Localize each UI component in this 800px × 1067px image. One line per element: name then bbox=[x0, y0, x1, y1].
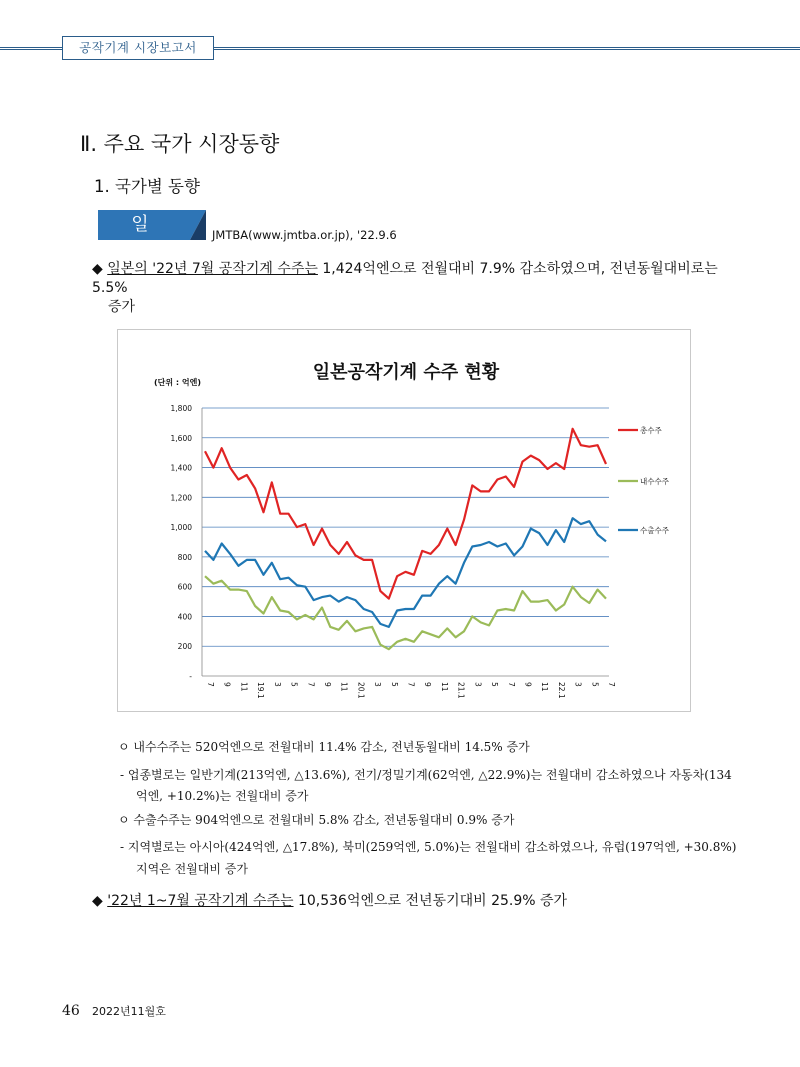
chart-frame bbox=[117, 329, 691, 712]
x-tick-label: 5 bbox=[389, 682, 399, 687]
x-tick-label: 5 bbox=[289, 682, 299, 687]
bullet-ytd-orders bbox=[92, 890, 567, 910]
x-tick-label: 3 bbox=[373, 682, 383, 687]
x-tick-label: 9 bbox=[423, 682, 433, 687]
y-tick-label: 600 bbox=[177, 582, 192, 592]
x-tick-label: 11 bbox=[439, 682, 449, 692]
badge-label: 일 본 bbox=[131, 214, 169, 265]
x-tick-label: 7 bbox=[506, 682, 516, 687]
bullet-marker: ◆ bbox=[92, 261, 103, 277]
y-tick-label: 800 bbox=[177, 552, 192, 562]
note-export: ㅇ 수출수주는 904억엔으로 전월대비 5.8% 감소, 전년동월대비 0.9% 증가 bbox=[118, 813, 515, 827]
page-footer bbox=[62, 1003, 166, 1019]
section-subtitle: 1. 국가별 동향 bbox=[94, 177, 200, 196]
y-tick-label: 1,600 bbox=[170, 433, 192, 443]
x-tick-label: 7 bbox=[306, 682, 316, 687]
bullet-continuation: 증가 bbox=[108, 299, 136, 315]
y-tick-label: 200 bbox=[177, 642, 192, 652]
source-citation: JMTBA(www.jmtba.or.jp), '22.9.6 bbox=[212, 228, 397, 242]
x-tick-label: 21.1 bbox=[456, 682, 466, 699]
note-export-detail-cont: 지역은 전월대비 증가 bbox=[136, 862, 248, 876]
x-tick-label: 7 bbox=[206, 682, 215, 687]
y-tick-label: - bbox=[189, 672, 192, 681]
x-tick-label: 22.1 bbox=[556, 682, 566, 699]
x-tick-label: 20.1 bbox=[356, 682, 366, 699]
header-tab: 공작기계 시장보고서 bbox=[62, 36, 214, 60]
y-tick-label: 1,400 bbox=[170, 463, 192, 473]
x-tick-label: 7 bbox=[607, 682, 616, 687]
chart-title: 일본공작기계 수주 현황 bbox=[312, 362, 500, 383]
x-tick-label: 5 bbox=[590, 682, 600, 687]
bullet-monthly-orders bbox=[92, 260, 732, 317]
note-domestic-detail: - 업종별로는 일반기계(213억엔, △13.6%), 전기/정밀기계(62억엔, △22.9%)는 전월대비 감소하였으나 자동차(134 bbox=[120, 768, 732, 782]
x-tick-label: 3 bbox=[473, 682, 483, 687]
section-title: Ⅱ. 주요 국가 시장동향 bbox=[80, 132, 280, 156]
line-chart bbox=[118, 330, 690, 711]
chart-unit-label: (단위 : 억엔) bbox=[154, 378, 201, 387]
chart-grid bbox=[202, 408, 609, 646]
page-number: 46 bbox=[62, 1003, 80, 1019]
note-export-detail: - 지역별로는 아시아(424억엔, △17.8%), 북미(259억엔, 5.0%)는 전월대비 감소하였으나, 유럽(197억엔, +30.8%) bbox=[120, 840, 737, 854]
bullet-text: 1,424억엔으로 전월대비 7.9% 감소하였으며, 전년동월대비로는 5.5% bbox=[92, 261, 718, 296]
note-domestic-detail-cont: 억엔, +10.2%)는 전월대비 증가 bbox=[136, 789, 309, 803]
legend-label: 내수수주 bbox=[640, 477, 669, 486]
legend-label: 수출수주 bbox=[640, 526, 669, 535]
chart-legend bbox=[618, 425, 670, 535]
x-tick-label: 9 bbox=[523, 682, 533, 687]
x-tick-label: 7 bbox=[406, 682, 416, 687]
x-tick-label: 3 bbox=[272, 682, 282, 687]
y-axis bbox=[171, 404, 202, 681]
country-badge bbox=[98, 210, 206, 265]
series-line-1 bbox=[205, 576, 606, 649]
x-tick-label: 5 bbox=[490, 682, 500, 687]
y-tick-label: 400 bbox=[177, 612, 192, 622]
legend-label: 총수주 bbox=[640, 426, 662, 435]
x-axis bbox=[202, 676, 616, 699]
issue-label: 2022년11월호 bbox=[91, 1005, 166, 1018]
bullet-marker: ◆ bbox=[92, 893, 103, 909]
y-tick-label: 1,800 bbox=[170, 404, 192, 413]
y-tick-label: 1,200 bbox=[170, 493, 192, 503]
bullet-underlined: 일본의 '22년 7월 공작기계 수주는 bbox=[107, 261, 318, 277]
y-tick-label: 1,000 bbox=[170, 523, 192, 533]
x-tick-label: 11 bbox=[239, 682, 249, 692]
note-domestic: ㅇ 내수수주는 520억엔으로 전월대비 11.4% 감소, 전년동월대비 14.5% 증가 bbox=[118, 740, 530, 754]
x-tick-label: 11 bbox=[339, 682, 349, 692]
x-tick-label: 3 bbox=[573, 682, 583, 687]
x-tick-label: 19.1 bbox=[256, 682, 266, 699]
x-tick-label: 9 bbox=[322, 682, 332, 687]
x-tick-label: 9 bbox=[222, 682, 232, 687]
bullet-underlined: '22년 1~7월 공작기계 수주는 bbox=[107, 893, 294, 909]
x-tick-label: 11 bbox=[540, 682, 550, 692]
bullet-text: 10,536억엔으로 전년동기대비 25.9% 증가 bbox=[293, 893, 568, 909]
